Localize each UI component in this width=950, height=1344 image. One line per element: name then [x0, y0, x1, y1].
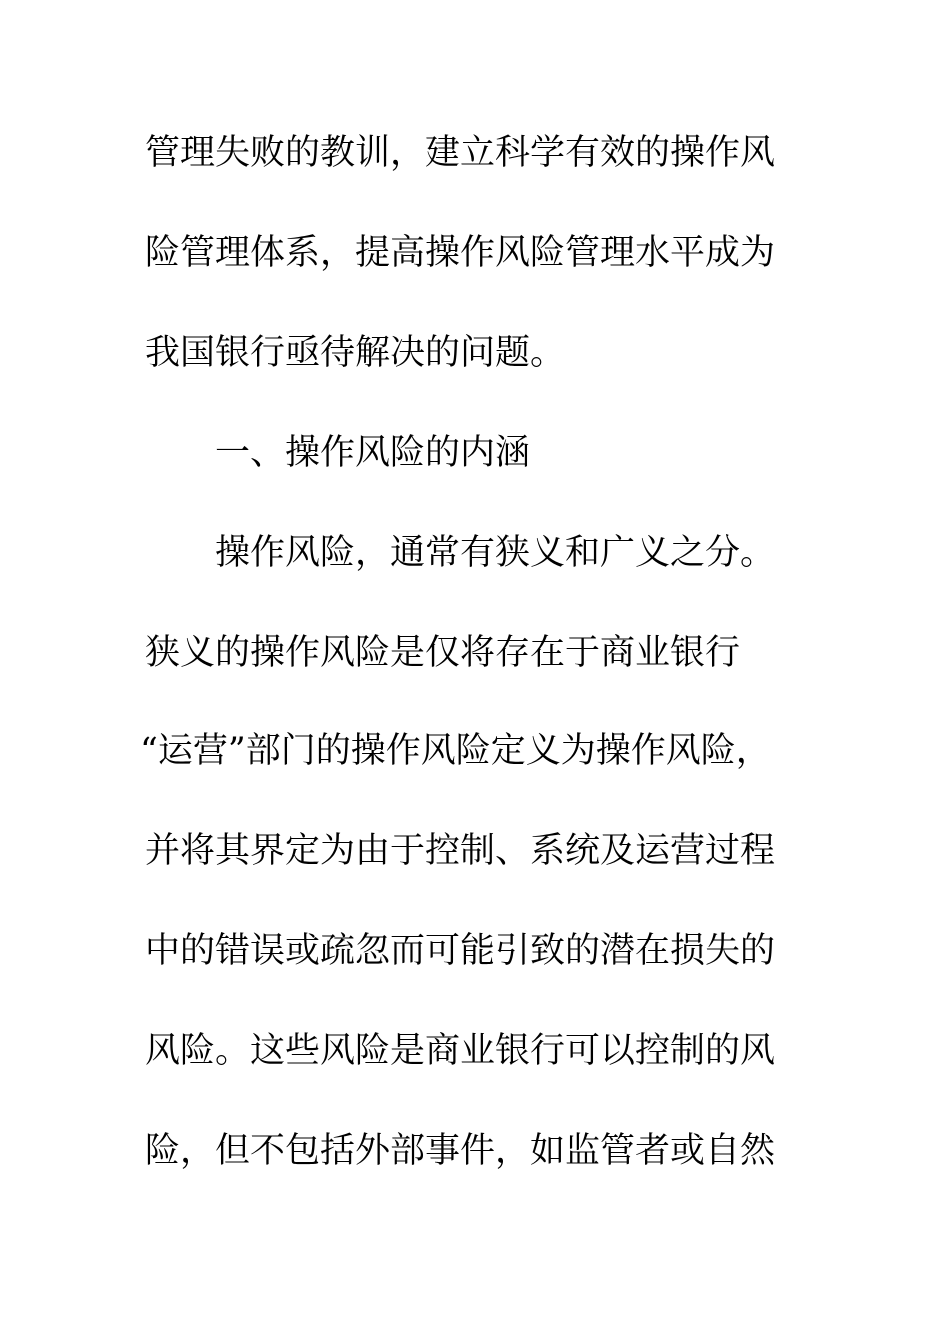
body-text-line: 并将其界定为由于控制、系统及运营过程 [145, 831, 776, 871]
paragraph-first-line: 操作风险，通常有狭义和广义之分。 [215, 533, 776, 573]
body-text-line: 险，但不包括外部事件，如监管者或自然 [145, 1131, 776, 1171]
body-text-line: 狭义的操作风险是仅将存在于商业银行 [145, 633, 741, 673]
body-text-line: “运营”部门的操作风险定义为操作风险， [140, 731, 771, 771]
section-heading: 一、操作风险的内涵 [215, 433, 531, 473]
body-text-line: 险管理体系，提高操作风险管理水平成为 [145, 233, 776, 273]
body-text-line: 我国银行亟待解决的问题。 [145, 333, 566, 373]
body-text-line: 风险。这些风险是商业银行可以控制的风 [145, 1031, 776, 1071]
body-text-line: 中的错误或疏忽而可能引致的潜在损失的 [145, 931, 776, 971]
body-text-line: 管理失败的教训，建立科学有效的操作风 [145, 133, 776, 173]
